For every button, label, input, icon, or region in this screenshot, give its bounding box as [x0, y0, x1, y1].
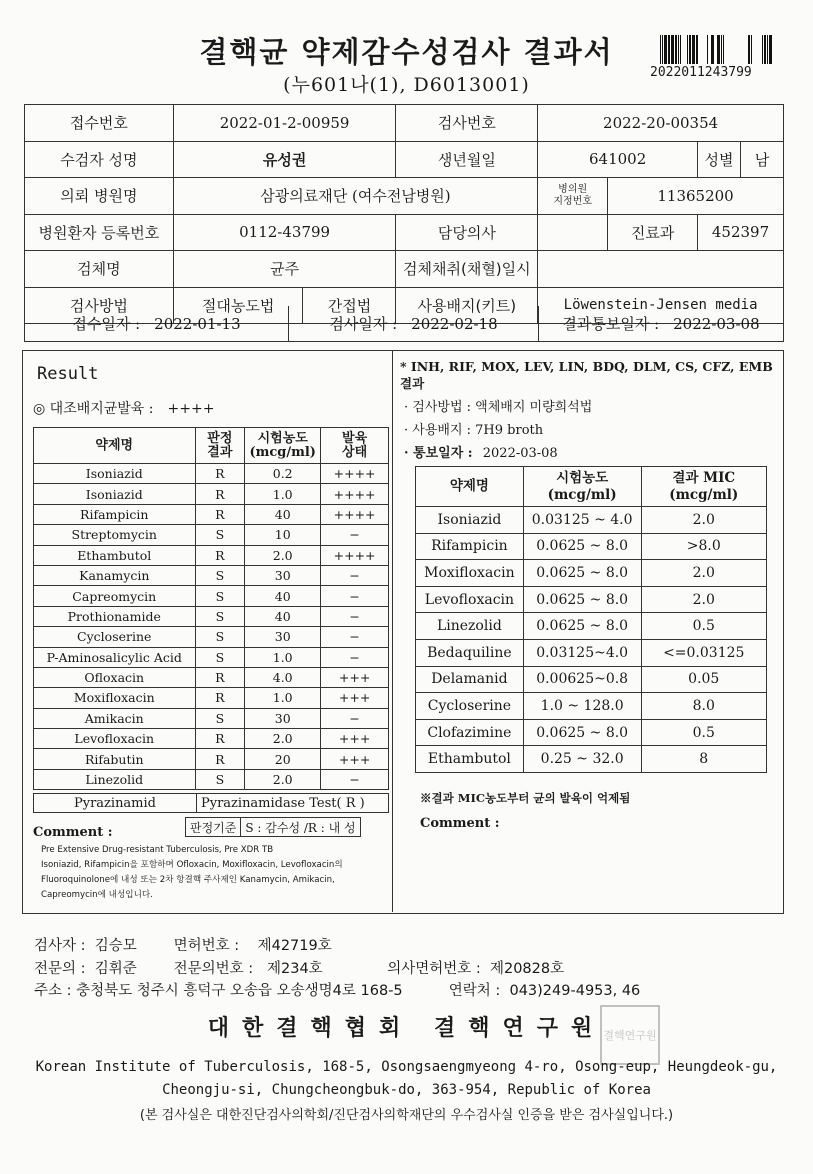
value-doctor [538, 214, 608, 251]
drug-name: Isoniazid [34, 464, 196, 484]
concentration: 20 [245, 749, 321, 769]
drug-row [34, 586, 389, 606]
concentration: 2.0 [245, 729, 321, 749]
drug-name: Capreomycin [34, 586, 196, 606]
mic-notify-date: 2022-03-08 [482, 446, 558, 461]
drug-name: Linezolid [34, 769, 196, 789]
col-header: 발육 상태 [321, 428, 389, 464]
col-header: 결과 MIC (mcg/ml) [641, 467, 767, 507]
value-patient-name: 유성권 [173, 141, 396, 178]
concentration: 4.0 [245, 667, 321, 687]
label-birthdate: 생년월일 [396, 141, 538, 178]
mic-row [416, 746, 767, 773]
judgement: R [195, 484, 245, 504]
drug-name: Cycloserine [34, 627, 196, 647]
drug-name: Isoniazid [416, 507, 524, 534]
pyrazinamide-row [33, 793, 389, 813]
barcode-number: 2022011243799 [650, 65, 752, 80]
drug-name: Amikacin [34, 708, 196, 728]
value-medium: Löwenstein-Jensen media [538, 287, 784, 324]
judgement: R [195, 688, 245, 708]
growth: − [321, 647, 389, 667]
drug-name: Linezolid [416, 613, 524, 640]
judgement: S [195, 586, 245, 606]
report-title: 결핵균 약제감수성검사 결과서 [199, 35, 614, 69]
drug-name: P-Aminosalicylic Acid [34, 647, 196, 667]
concentration: 0.2 [245, 464, 321, 484]
mic-row [416, 507, 767, 534]
drug-row [34, 729, 389, 749]
label-tested-date: 검사일자 : [329, 315, 398, 333]
absolute-concentration-table [33, 427, 389, 790]
judgement: R [195, 464, 245, 484]
mic-header-pane [400, 359, 780, 461]
label-medium: 사용배지(키트) [396, 287, 538, 324]
drug-row [34, 627, 389, 647]
report-subtitle: (누601나(1), D6013001) [283, 74, 530, 96]
test-range: 0.0625 ~ 8.0 [523, 613, 641, 640]
growth: − [321, 586, 389, 606]
pyrazinamide-drug: Pyrazinamid [34, 794, 197, 812]
value-sex: 남 [754, 150, 770, 169]
comment-line: Fluoroquinolone에 내성 또는 2차 항결핵 주사제인 Kanamycin, Amikacin, [41, 875, 335, 885]
growth: − [321, 708, 389, 728]
concentration: 2.0 [245, 769, 321, 789]
drug-row [34, 484, 389, 504]
judgement: S [195, 627, 245, 647]
footer-address: 주소 : 충청북도 청주시 흥덕구 오송읍 오송생명4로 168-5 연락처 : 043)249-4953, 46 [34, 983, 641, 999]
judgement: S [195, 525, 245, 545]
drug-name: Clofazimine [416, 719, 524, 746]
drug-row [34, 606, 389, 626]
judgement: R [195, 729, 245, 749]
certification-note: (본 검사실은 대한진단검사의학회/진단검사의학재단의 우수검사실 인증을 받은 검사실입니다.) [139, 1108, 674, 1123]
right-comment-label: Comment : [420, 816, 500, 831]
test-range: 0.0625 ~ 8.0 [523, 533, 641, 560]
test-range: 0.00625~0.8 [523, 666, 641, 693]
col-header: 시험농도 (mcg/ml) [523, 467, 641, 507]
label-department: 진료과 [608, 214, 698, 251]
col-header: 시험농도 (mcg/ml) [245, 428, 321, 464]
growth: − [321, 627, 389, 647]
drug-row [34, 565, 389, 585]
concentration: 40 [245, 504, 321, 524]
growth: − [321, 606, 389, 626]
label-sex: 성별 [698, 142, 741, 178]
drug-name: Ethambutol [416, 746, 524, 773]
judgement: S [195, 647, 245, 667]
label-doctor: 담당의사 [396, 214, 538, 251]
mic-row [416, 533, 767, 560]
drug-row [34, 464, 389, 484]
drug-name: Rifampicin [34, 504, 196, 524]
value-method-type: 간접법 [327, 296, 372, 315]
comment-line: Isoniazid, Rifampicin을 포함하며 Ofloxacin, Moxifloxacin, Levofloxacin의 [41, 860, 343, 870]
judgement: S [195, 606, 245, 626]
col-header: 판정 결과 [195, 428, 245, 464]
label-patient-name: 수검자 성명 [25, 141, 174, 178]
mic-result: 8.0 [641, 693, 767, 720]
mic-notify [404, 442, 780, 461]
concentration: 1.0 [245, 484, 321, 504]
drug-row [34, 769, 389, 789]
drug-name: Isoniazid [34, 484, 196, 504]
mic-row [416, 560, 767, 587]
concentration: 10 [245, 525, 321, 545]
institute-name: 대한결핵협회 결핵연구원 [207, 1015, 606, 1041]
footer-specialist: 전문의 : 김휘준 전문의번호 : 제234호 의사면허번호 : 제20828호 [34, 961, 565, 977]
institute-address-en-2: Cheongju-si, Chungcheongbuk-do, 363-954, Republic of Korea [162, 1082, 651, 1098]
test-range: 0.03125~4.0 [523, 639, 641, 666]
control-growth-label: ◎ 대조배지균발육 : [33, 401, 154, 417]
growth: ++++ [321, 484, 389, 504]
growth: ++++ [321, 504, 389, 524]
growth: ++++ [321, 464, 389, 484]
drug-row [34, 504, 389, 524]
left-comment-text [41, 843, 386, 903]
growth: +++ [321, 729, 389, 749]
drug-name: Streptomycin [34, 525, 196, 545]
mic-row [416, 586, 767, 613]
test-range: 0.0625 ~ 8.0 [523, 719, 641, 746]
drug-name: Moxifloxacin [34, 688, 196, 708]
mic-result: >8.0 [641, 533, 767, 560]
test-range: 0.0625 ~ 8.0 [523, 586, 641, 613]
drug-row [34, 525, 389, 545]
mic-result: 0.5 [641, 613, 767, 640]
official-seal-stamp: 결핵연구원 [600, 1005, 660, 1065]
mic-result: 2.0 [641, 560, 767, 587]
value-notified-date: 2022-03-08 [673, 314, 760, 333]
value-received-date: 2022-01-13 [154, 314, 241, 333]
drug-name: Cycloserine [416, 693, 524, 720]
label-specimen: 검체명 [25, 251, 174, 288]
label-test-no: 검사번호 [396, 105, 538, 142]
mic-result: 0.05 [641, 666, 767, 693]
judgement: S [195, 708, 245, 728]
concentration: 1.0 [245, 688, 321, 708]
drug-name: Ethambutol [34, 545, 196, 565]
judgement: S [195, 769, 245, 789]
mic-row [416, 666, 767, 693]
absolute-concentration-pane [23, 351, 393, 912]
value-method: 절대농도법 [174, 288, 304, 324]
value-specimen: 균주 [173, 251, 396, 288]
drug-row [34, 688, 389, 708]
criteria-label: 판정기준 [186, 818, 241, 836]
label-notified-date: 결과통보일자 : [562, 315, 660, 333]
result-title: Result [37, 364, 99, 384]
value-hospital: 삼광의료재단 (여수전남병원) [173, 178, 537, 215]
drug-name: Rifabutin [34, 749, 196, 769]
concentration: 30 [245, 565, 321, 585]
growth: +++ [321, 667, 389, 687]
drug-name: Ofloxacin [34, 667, 196, 687]
drug-name: Rifampicin [416, 533, 524, 560]
label-hospital: 의뢰 병원명 [25, 178, 174, 215]
mic-result: <=0.03125 [641, 639, 767, 666]
value-department: 452397 [698, 214, 784, 251]
growth: − [321, 525, 389, 545]
dates-row [24, 306, 784, 342]
mic-drugs-heading: * INH, RIF, MOX, LEV, LIN, BDQ, DLM, CS, CFZ, EMB 결과 [400, 359, 773, 391]
label-hospital-code: 병의원 지정번호 [538, 178, 608, 215]
drug-name: Kanamycin [34, 565, 196, 585]
drug-name: Moxifloxacin [416, 560, 524, 587]
concentration: 40 [245, 606, 321, 626]
label-receipt-no: 접수번호 [25, 105, 174, 142]
label-received-date: 접수일자 : [72, 315, 141, 333]
drug-name: Bedaquiline [416, 639, 524, 666]
drug-name: Levofloxacin [416, 586, 524, 613]
left-comment-label: Comment : [33, 825, 113, 840]
criteria-value: S : 감수성 /R : 내 성 [245, 820, 356, 835]
label-registration-no: 병원환자 등록번호 [25, 214, 174, 251]
concentration: 30 [245, 627, 321, 647]
mic-row [416, 639, 767, 666]
concentration: 1.0 [245, 647, 321, 667]
drug-row [34, 708, 389, 728]
drug-row [34, 667, 389, 687]
value-tested-date: 2022-02-18 [411, 314, 498, 333]
mic-result: 0.5 [641, 719, 767, 746]
judgement: R [195, 504, 245, 524]
test-range: 0.03125 ~ 4.0 [523, 507, 641, 534]
test-range: 0.25 ~ 32.0 [523, 746, 641, 773]
mic-result: 8 [641, 746, 767, 773]
growth: +++ [321, 688, 389, 708]
comment-line: Pre Extensive Drug-resistant Tuberculosis, Pre XDR TB [41, 845, 274, 855]
drug-name: Prothionamide [34, 606, 196, 626]
judgement: R [195, 749, 245, 769]
col-header: 약제명 [416, 467, 524, 507]
judgement: R [195, 545, 245, 565]
drug-row [34, 545, 389, 565]
mic-note: ※결과 MIC농도부터 균의 발육이 억제됨 [420, 791, 631, 805]
test-range: 0.0625 ~ 8.0 [523, 560, 641, 587]
drug-row [34, 647, 389, 667]
mic-table [415, 466, 767, 773]
value-collection-date [538, 251, 784, 288]
mic-result: 2.0 [641, 507, 767, 534]
mic-medium: · 사용배지 : 7H9 broth [404, 423, 544, 438]
growth: +++ [321, 749, 389, 769]
mic-method: · 검사방법 : 액체배지 미량희석법 [404, 400, 593, 415]
footer-examiner: 검사자 : 김승모 면허번호 : 제42719호 [34, 938, 332, 954]
concentration: 40 [245, 586, 321, 606]
control-growth-value: ++++ [167, 401, 215, 417]
pyrazinamide-result: Pyrazinamidase Test( R ) [201, 795, 365, 811]
label-collection-date: 검체채취(채혈)일시 [396, 251, 538, 288]
test-range: 1.0 ~ 128.0 [523, 693, 641, 720]
value-test-no: 2022-20-00354 [538, 105, 784, 142]
value-hospital-code: 11365200 [608, 178, 784, 215]
growth: − [321, 565, 389, 585]
value-receipt-no: 2022-01-2-00959 [173, 105, 396, 142]
drug-name: Levofloxacin [34, 729, 196, 749]
growth: ++++ [321, 545, 389, 565]
concentration: 2.0 [245, 545, 321, 565]
judgement: S [195, 565, 245, 585]
mic-row [416, 613, 767, 640]
comment-line: Capreomycin에 내성입니다. [41, 890, 153, 900]
value-birthdate: 641002 [538, 141, 698, 178]
value-registration-no: 0112-43799 [173, 214, 396, 251]
mic-notify-label: · 통보일자 : [404, 446, 473, 461]
mic-row [416, 693, 767, 720]
drug-name: Delamanid [416, 666, 524, 693]
growth: − [321, 769, 389, 789]
judgement: R [195, 667, 245, 687]
institute-address-en-1: Korean Institute of Tuberculosis, 168-5, Osongsaengmyeong 4-ro, Osong-eup, Heungdeok-gu, [35, 1059, 778, 1075]
barcode-image [657, 35, 772, 69]
mic-result: 2.0 [641, 586, 767, 613]
patient-info-table [24, 104, 784, 324]
criteria-box [185, 817, 361, 837]
control-growth [33, 398, 214, 418]
drug-row [34, 749, 389, 769]
concentration: 30 [245, 708, 321, 728]
col-header: 약제명 [34, 428, 196, 464]
label-method: 검사방법 [25, 287, 174, 324]
mic-row [416, 719, 767, 746]
